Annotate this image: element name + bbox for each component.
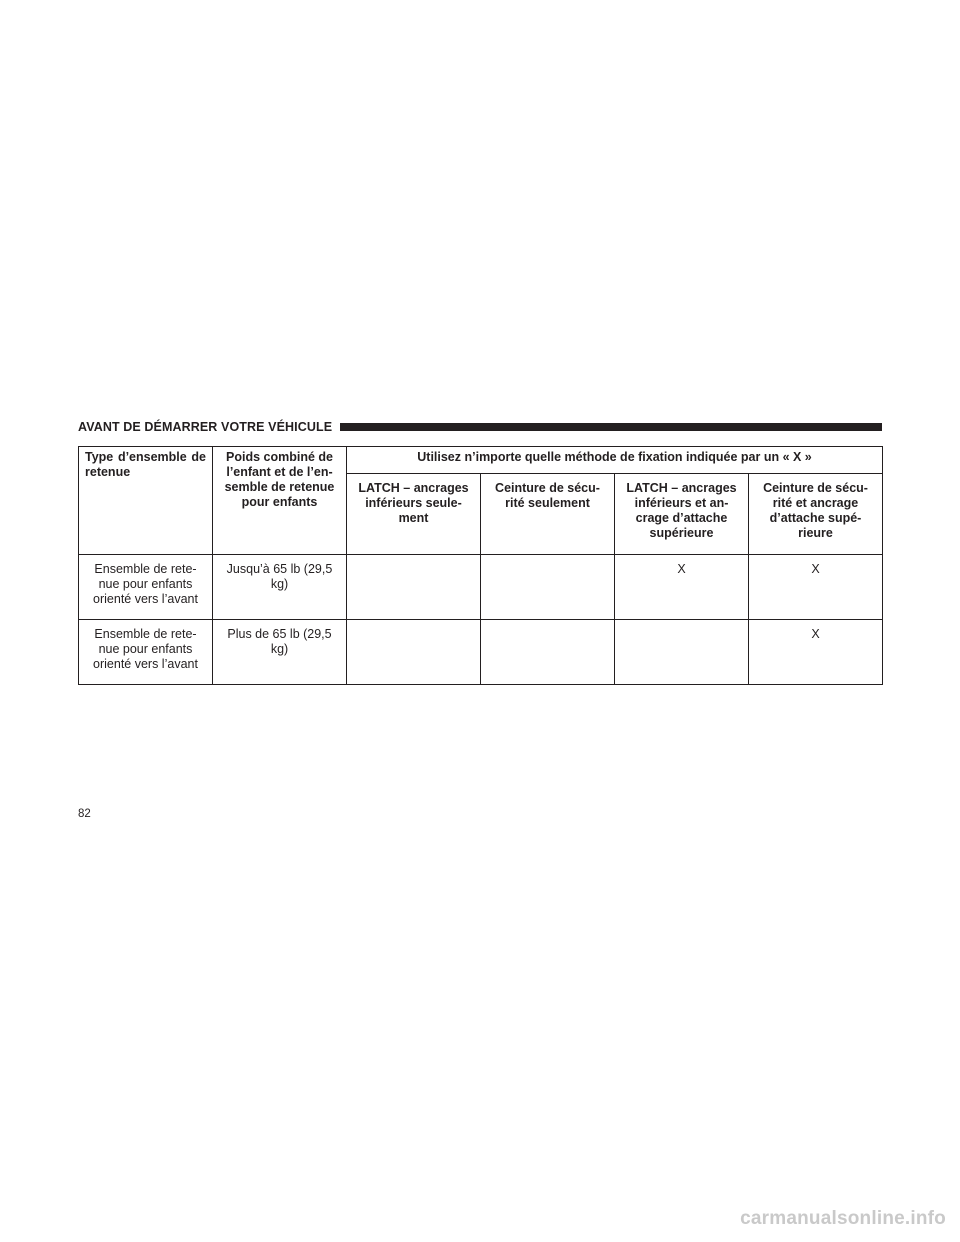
- cell-weight: Plus de 65 lb (29,5 kg): [213, 620, 347, 685]
- cell-mark: X: [749, 620, 883, 685]
- table-row: [79, 620, 883, 685]
- header-latch-lower-only: LATCH – ancrages inférieurs seule-ment: [347, 474, 481, 555]
- header-rule: [340, 423, 882, 431]
- cell-mark: [347, 555, 481, 620]
- cell-mark: X: [615, 555, 749, 620]
- cell-mark: X: [749, 555, 883, 620]
- page-number: 82: [78, 808, 91, 820]
- cell-mark: [615, 620, 749, 685]
- header-combined-weight: Poids combiné de l’enfant et de l’en-semble de retenue pour enfants: [213, 447, 347, 555]
- cell-restraint-type: Ensemble de rete-nue pour enfants orienté vers l’avant: [79, 555, 213, 620]
- cell-mark: [481, 555, 615, 620]
- header-method-group: Utilisez n’importe quelle méthode de fixation indiquée par un « X »: [347, 447, 883, 474]
- section-title: AVANT DE DÉMARRER VOTRE VÉHICULE: [78, 420, 333, 434]
- header-seatbelt-and-tether: Ceinture de sécu-rité et ancrage d’attache supé-rieure: [749, 474, 883, 555]
- table-row: [79, 555, 883, 620]
- header-restraint-type: Type d’ensemble de retenue: [79, 447, 213, 555]
- cell-mark: [481, 620, 615, 685]
- cell-mark: [347, 620, 481, 685]
- section-header: [78, 418, 882, 436]
- cell-restraint-type: Ensemble de rete-nue pour enfants orienté vers l’avant: [79, 620, 213, 685]
- watermark: carmanualsonline.info: [740, 1208, 946, 1229]
- table-header-row: [79, 447, 883, 474]
- restraint-method-table: [78, 446, 883, 685]
- cell-weight: Jusqu’à 65 lb (29,5 kg): [213, 555, 347, 620]
- header-latch-lower-and-tether: LATCH – ancrages inférieurs et an-crage d’attache supérieure: [615, 474, 749, 555]
- header-seatbelt-only: Ceinture de sécu-rité seulement: [481, 474, 615, 555]
